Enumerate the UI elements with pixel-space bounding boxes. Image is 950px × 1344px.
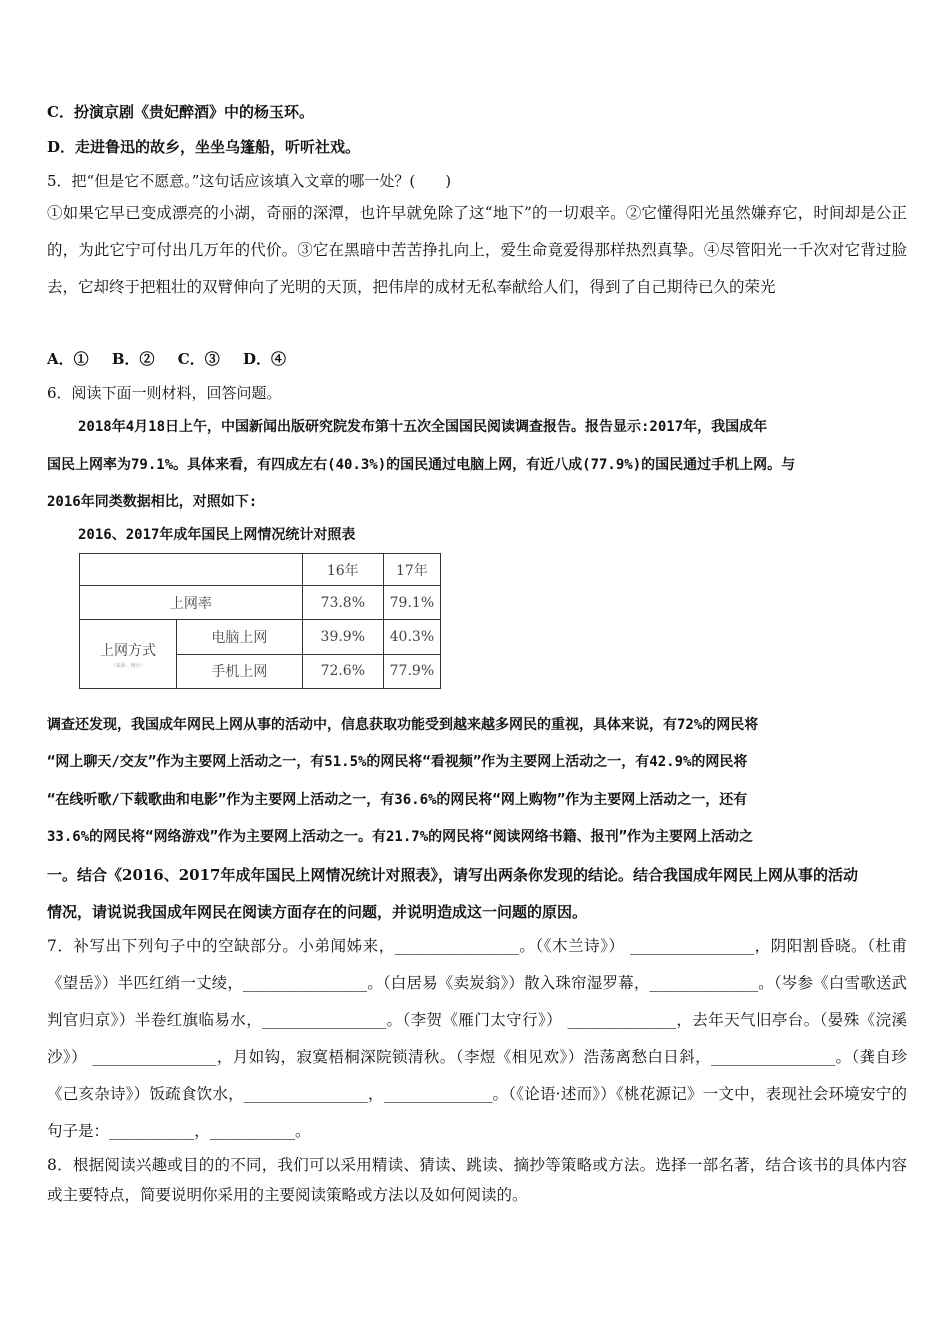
method-label-text: 上网方式 bbox=[100, 642, 156, 659]
q6-para1-line1: 2018年4月18日上午，中国新闻出版研究院发布第十五次全国国民阅读调查报告。报告显示:2017年，我国成年 bbox=[78, 419, 768, 435]
question-8: 8．根据阅读兴趣或目的的不同，我们可以采用精读、猜读、跳读、摘抄等策略或方法。选择一部名著，结合该书的具体内容或主要特点，简要说明你采用的主要阅读策略或方法以及如何阅读的。 bbox=[47, 1156, 907, 1204]
row-mobile-2017: 77.9% bbox=[383, 654, 440, 688]
row-pc-2017: 40.3% bbox=[383, 620, 440, 654]
q5-options bbox=[47, 348, 304, 370]
q5-option-a: A．① bbox=[47, 350, 89, 368]
q6-para2-line5: 一。结合《2016、2017年成年国民上网情况统计对照表》，请写出两条你发现的结论。结合我国成年网民上网从事的活动 bbox=[47, 866, 859, 884]
stats-table bbox=[79, 553, 441, 689]
method-note: （来源：统计） bbox=[110, 662, 146, 669]
row-pc-2016: 39.9% bbox=[302, 620, 383, 654]
q6-para2-line6: 情况，请说说我国成年网民在阅读方面存在的问题，并说明造成这一问题的原因。 bbox=[47, 903, 588, 921]
row-pc-label: 电脑上网 bbox=[177, 620, 303, 654]
q5-passage: ①如果它早已变成漂亮的小湖，奇丽的深潭，也许早就免除了这“地下”的一切艰辛。②它懂得阳光虽然嫌弃它，时间却是公正的，为此它宁可付出几万年的代价。③它在黑暗中苦苦挣扎向上，爱生命竟爱得那样热烈真挚。④尽管阳光一千次对它背过脸去，它却终于把粗壮的双臂伸向了光明的天顶，把伟岸的成材无私奉献给人们，得到了自己期待已久的荣光 bbox=[47, 204, 907, 296]
q6-para2-line3: “在线听歌/下载歌曲和电影”作为主要网上活动之一，有36.6%的网民将“网上购物”作为主要网上活动之一，还有 bbox=[47, 792, 748, 808]
table-header-empty bbox=[80, 554, 303, 586]
question-7: 7．补写出下列句子中的空缺部分。小弟闻姊来，________________。（《木兰诗》） ________________，阴阳割昏晓。（杜甫《望岳》）半匹红绡一丈绫，________________。（白居易《卖炭翁》）散入珠帘湿罗幕，______________。（岑参《白雪歌送武判官归京》）半卷红旗临易水，________________。（李贺《雁门太守行》） ______________，去年天气旧亭台。（晏殊《浣溪沙》） ________________，月如钩，寂寞梧桐深院锁清秋。（李煜《相见欢》）浩荡离愁白日斜，________________。（龚自珍《己亥杂诗》）饭疏食饮水，________________，______________。（《论语·述而》）《桃花源记》一文中，表现社会环境安宁的句子是：___________，___________。 bbox=[47, 937, 907, 1140]
row-mobile-2016: 72.6% bbox=[302, 654, 383, 688]
row-method-label bbox=[80, 620, 177, 689]
option-d: D．走进鲁迅的故乡，坐坐乌篷船，听听社戏。 bbox=[47, 138, 361, 156]
row-rate-2016: 73.8% bbox=[302, 586, 383, 620]
table-header-2017: 17年 bbox=[383, 554, 440, 586]
question-5: 5．把“但是它不愿意。”这句话应该填入文章的哪一处？( ) bbox=[47, 172, 452, 190]
q6-para2-line4: 33.6%的网民将“网络游戏”作为主要网上活动之一。有21.7%的网民将“阅读网络书籍、报刊”作为主要网上活动之 bbox=[47, 829, 753, 845]
q6-para2-line1: 调查还发现，我国成年网民上网从事的活动中，信息获取功能受到越来越多网民的重视，具体来说，有72%的网民将 bbox=[47, 717, 759, 733]
q6-para1-line3: 2016年同类数据相比，对照如下: bbox=[47, 494, 258, 510]
row-mobile-label: 手机上网 bbox=[177, 654, 303, 688]
row-rate-2017: 79.1% bbox=[383, 586, 440, 620]
q5-option-d: D．④ bbox=[242, 350, 286, 368]
q5-option-b: B．② bbox=[111, 350, 155, 368]
q6-para2-line2: “网上聊天/交友”作为主要网上活动之一，有51.5%的网民将“看视频”作为主要网上活动之一，有42.9%的网民将 bbox=[47, 754, 748, 770]
option-c: C．扮演京剧《贵妃醉酒》中的杨玉环。 bbox=[47, 103, 314, 121]
row-rate-label: 上网率 bbox=[80, 586, 303, 620]
q6-para1-line2: 国民上网率为79.1%。具体来看，有四成左右(40.3%)的国民通过电脑上网，有近八成(77.9%)的国民通过手机上网。与 bbox=[47, 457, 796, 473]
q5-option-c: C．③ bbox=[177, 350, 220, 368]
table-caption: 2016、2017年成年国民上网情况统计对照表 bbox=[78, 527, 356, 543]
question-6: 6．阅读下面一则材料，回答问题。 bbox=[47, 384, 282, 402]
table-header-2016: 16年 bbox=[302, 554, 383, 586]
